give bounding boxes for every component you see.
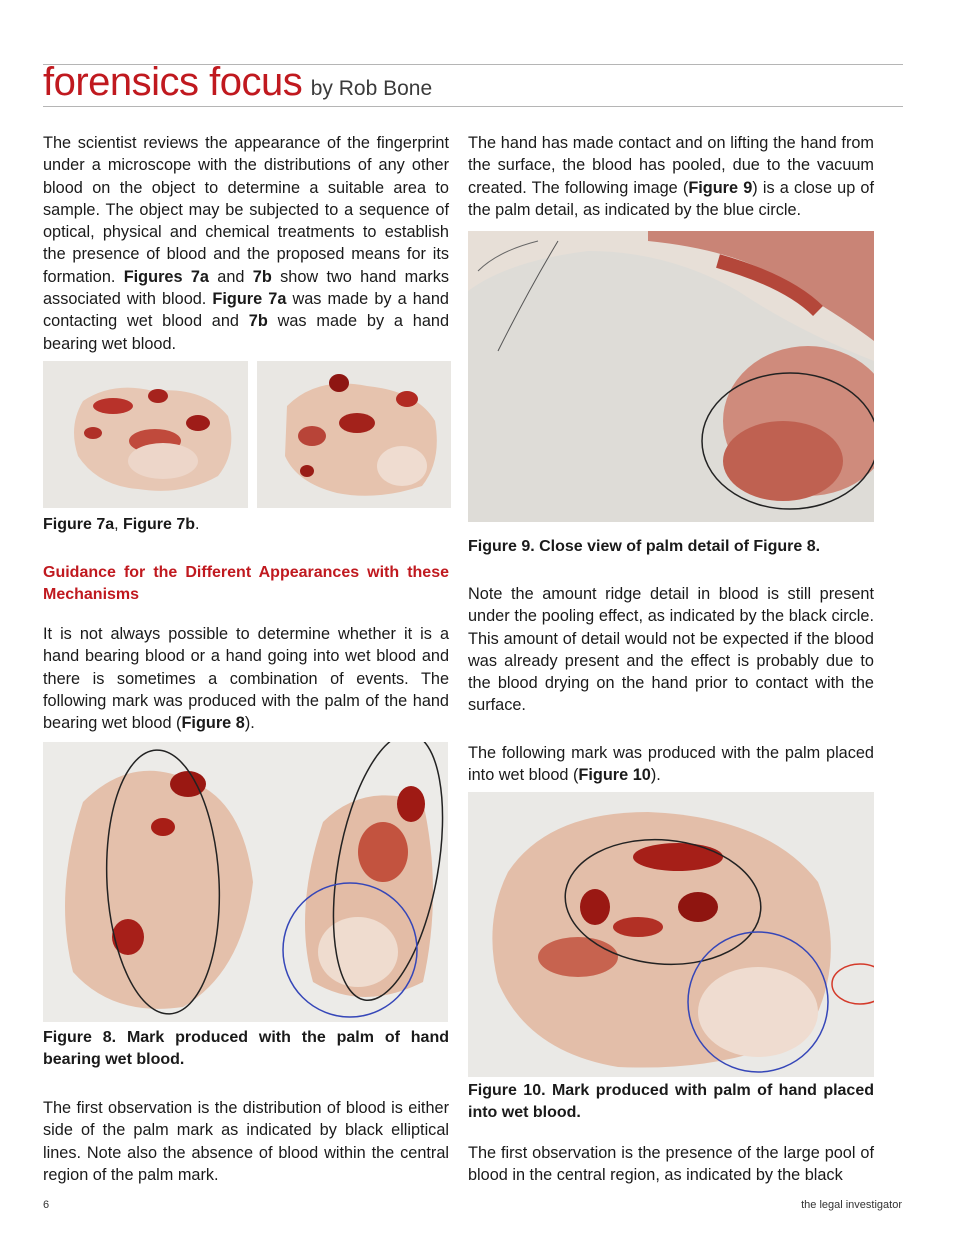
right-column-bottom — [468, 1080, 874, 1187]
author-byline: by Rob Bone — [310, 77, 433, 100]
figure-10-image — [468, 792, 874, 1077]
figure-9-image — [468, 231, 874, 522]
figure-7a-image — [43, 361, 248, 508]
section-subheading: Guidance for the Different Appearances with these Mechanisms — [43, 564, 449, 603]
left-column-body — [43, 514, 449, 734]
ridge-detail-paragraph: Note the amount ridge detail in blood is still present under the pooling effect, as indicated by the black circle. This amount of detail would not be expected if the blood was already present and the effect is probably due to the blood drying on the hand prior to contact with the surface. — [468, 585, 874, 715]
mechanism-paragraph: It is not always possible to determine whether it is a hand bearing blood or a hand going into wet blood and there is sometimes a combination of events. The following mark was produced with the palm of the hand bearing wet blood (Figure 8). — [43, 625, 449, 733]
left-column-bottom — [43, 1027, 449, 1186]
page-header — [43, 60, 432, 105]
central-pool-paragraph: The first observation is the presence of the large pool of blood in the central region, as indicated by the black — [468, 1144, 874, 1185]
observation-paragraph: The first observation is the distribution of blood is either side of the palm mark as indicated by black elliptical lines. Note also the absence of blood within the central region of the palm mark. — [43, 1099, 449, 1184]
section-title: forensics focus — [43, 60, 303, 104]
right-column-body — [468, 536, 874, 786]
figure-8-image — [43, 742, 448, 1022]
figure-7-caption: Figure 7a, Figure 7b. — [43, 516, 200, 533]
left-column-intro — [43, 132, 449, 355]
publication-name: the legal investigator — [801, 1199, 902, 1211]
figure-10-caption: Figure 10. Mark produced with palm of hand placed into wet blood. — [468, 1082, 874, 1121]
page-number: 6 — [43, 1199, 50, 1211]
header-bottom-rule — [43, 106, 903, 107]
figure-7b-image — [257, 361, 451, 508]
figure-8-caption: Figure 8. Mark produced with the palm of hand bearing wet blood. — [43, 1029, 449, 1068]
intro-paragraph: The scientist reviews the appearance of the fingerprint under a microscope with the distributions of any other blood on the object to determine a suitable area to sample. The object may be subjected to a sequence of optical, physical and chemical treatments to establish the presence of blood and the proposed means for its formation. Figures 7a and 7b show two hand marks associated with blood. Figure 7a was made by a hand contacting wet blood and 7b was made by a hand bearing wet blood. — [43, 134, 449, 353]
wet-blood-paragraph: The following mark was produced with the palm placed into wet blood (Figure 10). — [468, 743, 874, 785]
right-column-top — [468, 132, 874, 221]
pooling-paragraph: The hand has made contact and on lifting the hand from the surface, the blood has pooled, due to the vacuum created. The following image (Figure 9) is a close up of the palm detail, as indicated by the blue circle. — [468, 134, 874, 219]
figure-9-caption: Figure 9. Close view of palm detail of Figure 8. — [468, 538, 821, 555]
